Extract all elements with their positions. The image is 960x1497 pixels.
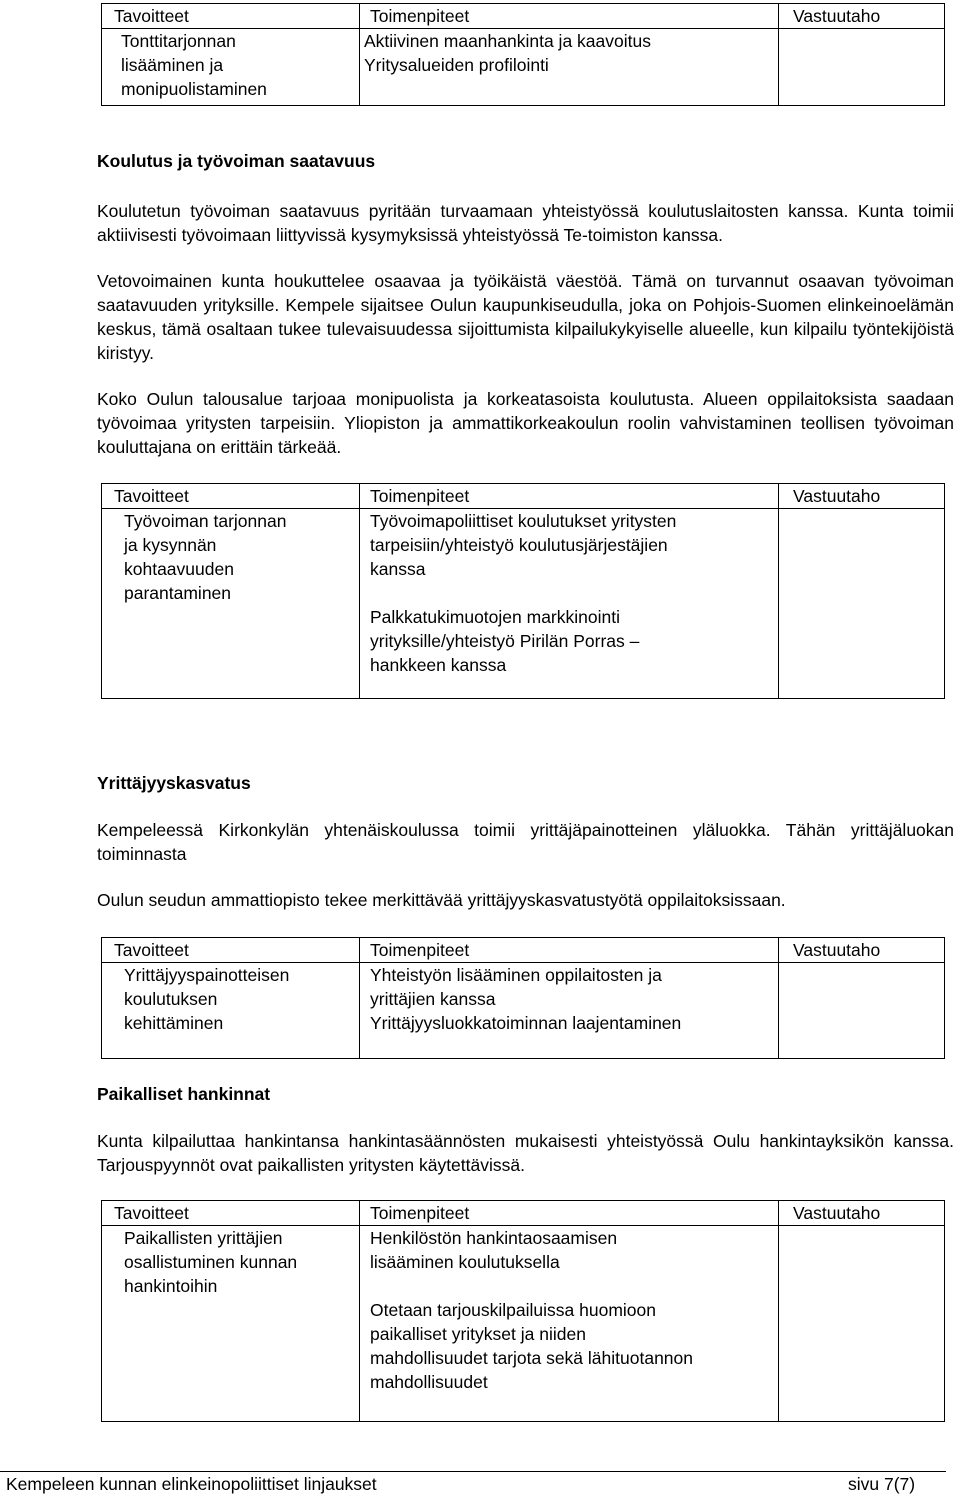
header-goals: Tavoitteet	[102, 1201, 360, 1226]
goal-cell	[102, 509, 360, 699]
responsible-cell	[779, 1226, 945, 1422]
goal-cell	[102, 1226, 360, 1422]
action-line: kanssa	[370, 559, 426, 579]
paragraph: Oulun seudun ammattiopisto tekee merkittävää yrittäjyyskasvatustyötä oppilaitoksissaan.	[97, 890, 786, 910]
action-line: mahdollisuudet tarjota sekä lähituotannon	[370, 1348, 693, 1368]
header-responsible: Vastuutaho	[779, 938, 945, 963]
goal-line: lisääminen ja	[121, 55, 224, 75]
action-line: Yhteistyön lisääminen oppilaitosten ja	[370, 965, 662, 985]
goal-cell	[102, 29, 360, 106]
paragraph: Kempeleessä Kirkonkylän yhtenäiskoulussa toimii yrittäjäpainotteinen yläluokka. Tähän yrittäjäluokan toiminnasta	[97, 820, 954, 864]
goal-line: Työvoiman tarjonnan	[124, 511, 287, 531]
action-line: hankkeen kanssa	[370, 655, 507, 675]
action-line: Palkkatukimuotojen markkinointi	[370, 607, 620, 627]
goal-line: kehittäminen	[124, 1013, 224, 1033]
action-line: lisääminen koulutuksella	[370, 1252, 560, 1272]
section-heading-hankinnat: Paikalliset hankinnat	[97, 1084, 271, 1104]
actions-cell	[360, 29, 779, 106]
goal-line: ja kysynnän	[124, 535, 217, 555]
responsible-cell	[779, 963, 945, 1059]
actions-cell	[360, 1226, 779, 1422]
responsible-cell	[779, 29, 945, 106]
goal-line: osallistuminen kunnan	[124, 1252, 298, 1272]
goals-table-procurement	[101, 1200, 945, 1422]
header-goals: Tavoitteet	[102, 938, 360, 963]
goal-line: hankintoihin	[124, 1276, 218, 1296]
goal-line: Yrittäjyyspainotteisen	[124, 965, 290, 985]
section-heading-koulutus: Koulutus ja työvoiman saatavuus	[97, 151, 376, 171]
actions-cell	[360, 509, 779, 699]
goal-line: Tonttitarjonnan	[121, 31, 236, 51]
header-goals: Tavoitteet	[102, 484, 360, 509]
action-line: Henkilöstön hankintaosaamisen	[370, 1228, 618, 1248]
action-line: Työvoimapoliittiset koulutukset yritysten	[370, 511, 677, 531]
action-line: Yritysalueiden profilointi	[364, 55, 549, 75]
paragraph: Kunta kilpailuttaa hankintansa hankintasäännösten mukaisesti yhteistyössä Oulu hankintayksikön kanssa. Tarjouspyynnöt ovat paikallisten yritysten käytettävissä.	[97, 1131, 954, 1175]
footer-page-number: sivu 7(7)	[848, 1474, 916, 1494]
header-actions: Toimenpiteet	[360, 484, 779, 509]
header-goals: Tavoitteet	[102, 4, 360, 29]
header-actions: Toimenpiteet	[360, 1201, 779, 1226]
footer-document-title: Kempeleen kunnan elinkeinopoliittiset linjaukset	[6, 1474, 377, 1494]
action-line: tarpeisiin/yhteistyö koulutusjärjestäjien	[370, 535, 668, 555]
goal-line: koulutuksen	[124, 989, 218, 1009]
action-line: Yrittäjyysluokkatoiminnan laajentaminen	[370, 1013, 682, 1033]
paragraph: Koko Oulun talousalue tarjoaa monipuolista ja korkeatasoista koulutusta. Alueen oppilaitoksista saadaan työvoimaa yritysten tarpeisiin. Yliopiston ja ammattikorkeakoulun roolin vahvistaminen teollisen työvoiman kouluttajana on erittäin tärkeää.	[97, 389, 954, 457]
goal-line: Paikallisten yrittäjien	[124, 1228, 283, 1248]
goals-table-workforce	[101, 483, 945, 699]
action-line: Otetaan tarjouskilpailuissa huomioon	[370, 1300, 656, 1320]
header-responsible: Vastuutaho	[779, 1201, 945, 1226]
header-responsible: Vastuutaho	[779, 484, 945, 509]
goal-line: kohtaavuuden	[124, 559, 234, 579]
goal-line: parantaminen	[124, 583, 232, 603]
section-heading-yrittajyys: Yrittäjyyskasvatus	[97, 773, 251, 793]
header-actions: Toimenpiteet	[360, 4, 779, 29]
paragraph: Vetovoimainen kunta houkuttelee osaavaa ja työikäistä väestöä. Tämä on turvannut osaavan työvoiman saatavuuden yrityksille. Kempele sijaitsee Oulun kaupunkiseudulla, joka on Pohjois-Suomen elinkeinoelämän keskus, tämä osaltaan tukee tulevaisuudessa sijoittumista kilpailukykyiselle alueelle, kun kilpailu työntekijöistä kiristyy.	[97, 271, 954, 363]
action-line: yrityksille/yhteistyö Pirilän Porras –	[370, 631, 640, 651]
goal-cell	[102, 963, 360, 1059]
header-responsible: Vastuutaho	[779, 4, 945, 29]
responsible-cell	[779, 509, 945, 699]
header-actions: Toimenpiteet	[360, 938, 779, 963]
action-line: paikalliset yritykset ja niiden	[370, 1324, 586, 1344]
action-line: yrittäjien kanssa	[370, 989, 496, 1009]
goal-line: monipuolistaminen	[121, 79, 267, 99]
goals-table-entrepreneurship	[101, 937, 945, 1059]
action-line: mahdollisuudet	[370, 1372, 488, 1392]
paragraph: Koulutetun työvoiman saatavuus pyritään turvaamaan yhteistyössä koulutuslaitosten kanssa. Kunta toimii aktiivisesti työvoimaan liittyvissä kysymyksissä yhteistyössä Te-toimiston kanssa.	[97, 201, 954, 245]
actions-cell	[360, 963, 779, 1059]
goals-table-land	[101, 3, 945, 106]
action-line: Aktiivinen maanhankinta ja kaavoitus	[364, 31, 651, 51]
